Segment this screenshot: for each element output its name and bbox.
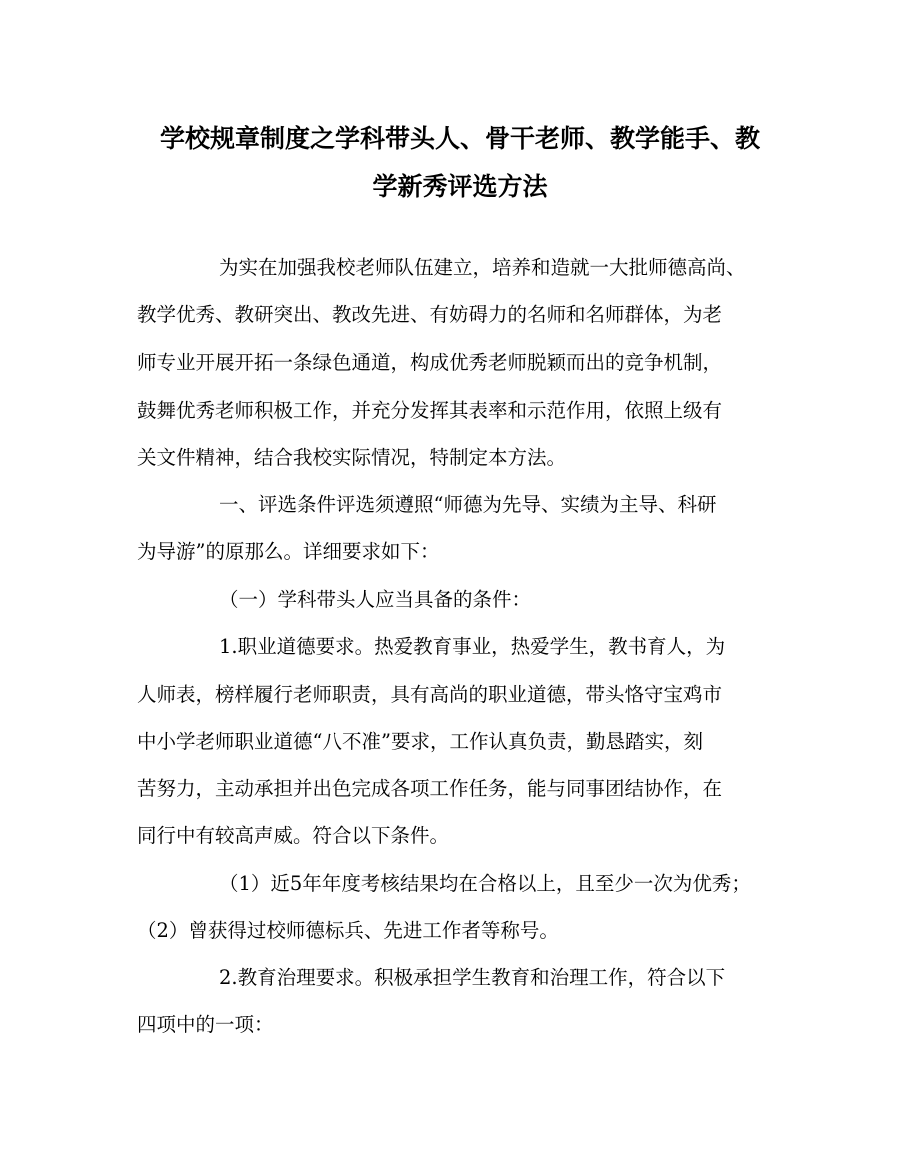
- item-one-line-4: 苦努力，主动承担并出色完成各项工作任务，能与同事团结协作，在: [137, 777, 723, 800]
- item-one-line-3: 中小学老师职业道德“八不准”要求，工作认真负责，勤恳踏实，刻: [137, 730, 703, 753]
- paragraph-intro-line-2: 教学优秀、教研突出、教改先进、有妨碍力的名师和名师群体，为老: [137, 303, 723, 326]
- item-one-line-5: 同行中有较高声威。符合以下条件。: [137, 824, 450, 847]
- paragraph-intro-line-1: 为实在加强我校老师队伍建立，培养和造就一大批师德高尚、: [219, 256, 746, 279]
- paragraph-intro-line-3: 师专业开展开拓一条绿色通道，构成优秀老师脱颖而出的竞争机制，: [137, 351, 723, 374]
- section-one-line-1: 一、评选条件评选须遵照“师德为先导、实绩为主导、科研: [219, 493, 717, 516]
- document-title-line-2: 学新秀评选方法: [372, 172, 548, 201]
- section-one-line-2: 为导游”的原那么。详细要求如下：: [137, 540, 440, 563]
- document-title-line-1: 学校规章制度之学科带头人、骨干老师、教学能手、教: [159, 124, 760, 153]
- item-two-line-2: 四项中的一项：: [137, 1013, 274, 1036]
- item-two-line-1: 2.教育治理要求。积极承担学生教育和治理工作，符合以下: [219, 966, 726, 989]
- subsection-heading: （一）学科带头人应当具备的条件：: [219, 588, 532, 611]
- paragraph-intro-line-4: 鼓舞优秀老师积极工作，并充分发挥其表率和示范作用，依照上级有: [137, 399, 723, 422]
- item-one-line-2: 人师表，榜样履行老师职责，具有高尚的职业道德，带头恪守宝鸡市: [137, 683, 723, 706]
- condition-two: （2）曾获得过校师德标兵、先进工作者等称号。: [137, 919, 559, 942]
- paragraph-intro-line-5: 关文件精神，结合我校实际情况，特制定本方法。: [137, 446, 567, 469]
- item-one-line-1: 1.职业道德要求。热爱教育事业，热爱学生，教书育人，为: [219, 635, 726, 658]
- condition-one: （1）近5年年度考核结果均在合格以上，且至少一次为优秀；: [219, 872, 751, 895]
